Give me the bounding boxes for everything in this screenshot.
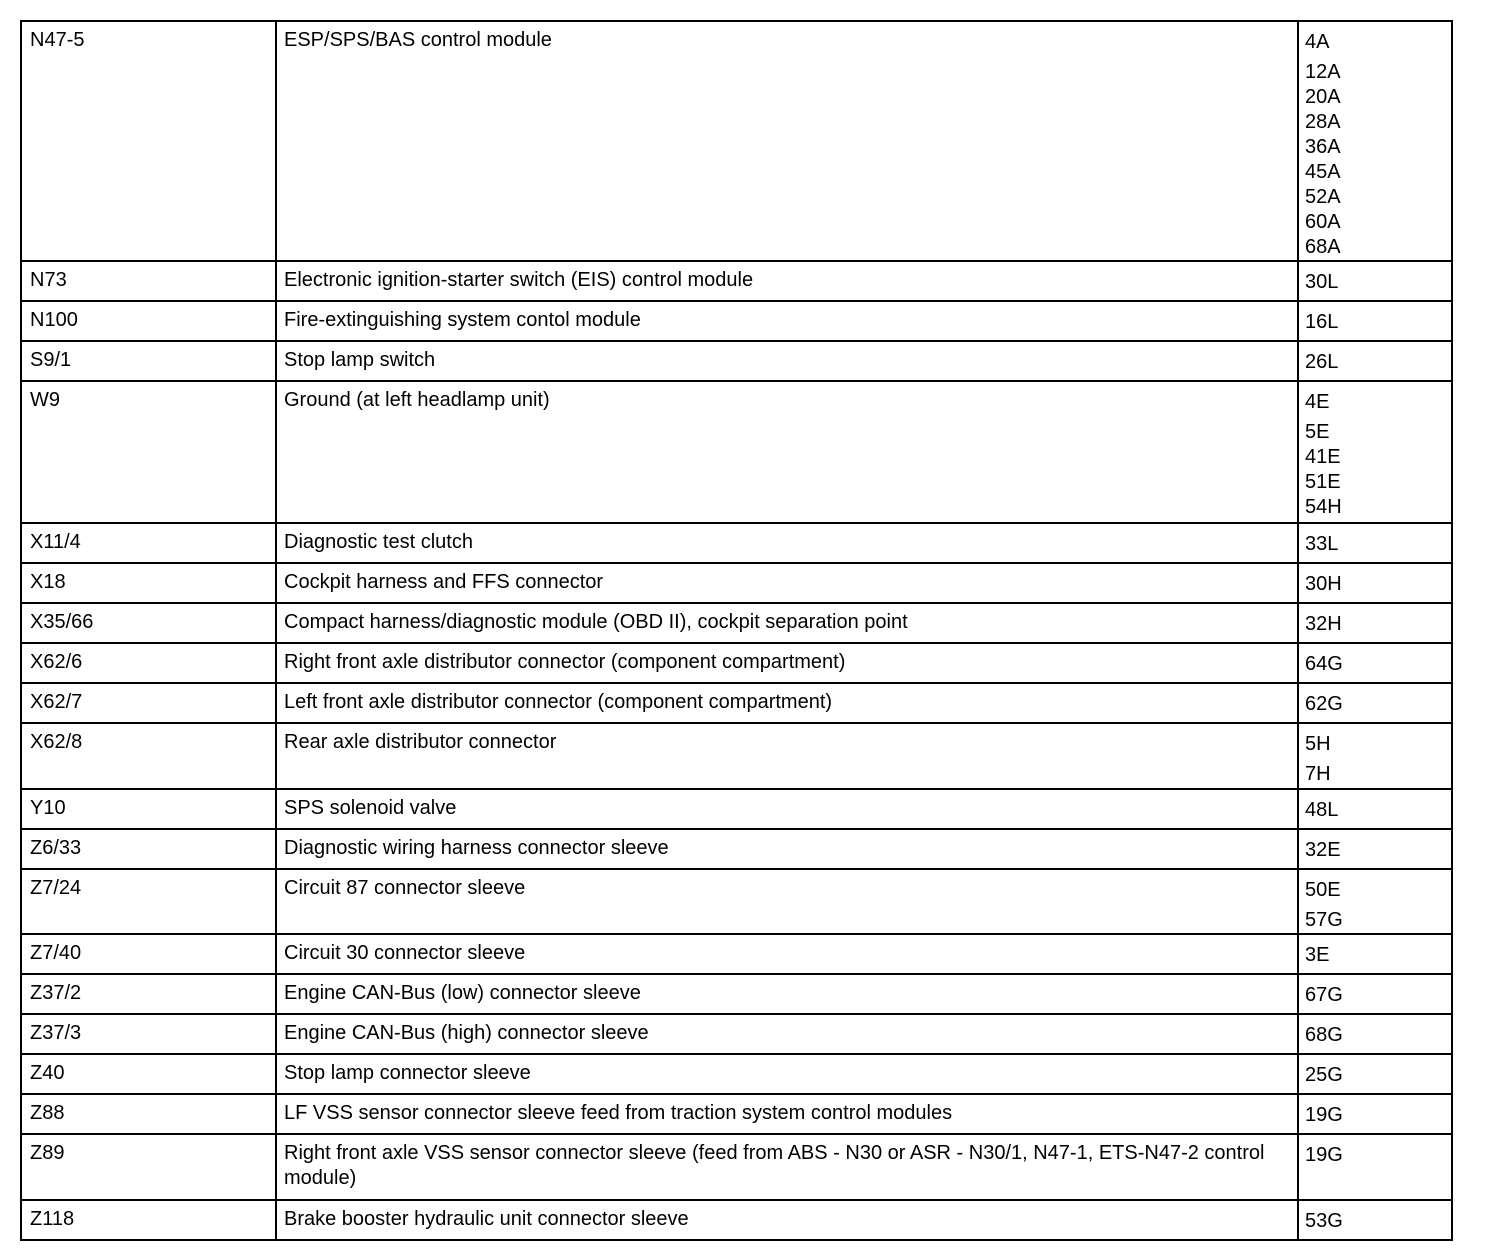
grid-location-list [1305,1095,1451,1128]
grid-location-list [1305,342,1451,375]
grid-location-cell [1298,683,1452,723]
grid-location-list [1305,975,1451,1008]
table-row [21,829,1452,869]
component-description: Circuit 30 connector sleeve [284,942,526,964]
grid-location: 30L [1305,271,1339,293]
table-row [21,934,1452,974]
grid-location-list [1305,1201,1451,1234]
table-row [21,869,1452,934]
component-code: Z37/2 [30,982,82,1004]
component-code-cell [21,1200,276,1240]
grid-location-list [1305,524,1451,557]
table-row [21,1054,1452,1094]
grid-location: 60A [1305,211,1341,233]
grid-location: 30H [1305,573,1342,595]
component-description-cell [276,1014,1298,1054]
grid-location-list [1305,790,1451,823]
grid-location-cell [1298,789,1452,829]
component-code-cell [21,1054,276,1094]
component-description: Rear axle distributor connector [284,731,557,753]
grid-location-cell [1298,603,1452,643]
component-description: Cockpit harness and FFS connector [284,571,604,593]
table-row [21,789,1452,829]
grid-location: 26L [1305,351,1339,373]
grid-location-list [1305,1015,1451,1048]
component-description-cell [276,723,1298,789]
grid-location-list [1305,1135,1451,1168]
grid-location: 64G [1305,653,1343,675]
grid-location-cell [1298,341,1452,381]
component-code: Z7/40 [30,942,82,964]
grid-location-list [1305,382,1451,520]
component-code: X18 [30,571,66,593]
grid-location-cell [1298,1014,1452,1054]
component-code-cell [21,1014,276,1054]
component-description-cell [276,341,1298,381]
component-description-cell [276,934,1298,974]
grid-location-list [1305,830,1451,863]
grid-location: 62G [1305,693,1343,715]
table-row [21,261,1452,301]
table-row [21,723,1452,789]
grid-location: 19G [1305,1144,1343,1166]
grid-location: 5H [1305,733,1331,755]
table-row [21,1134,1452,1200]
component-description: Brake booster hydraulic unit connector sleeve [284,1208,689,1230]
component-code-cell [21,1094,276,1134]
grid-location-cell [1298,1134,1452,1200]
table-row [21,301,1452,341]
grid-location-cell [1298,934,1452,974]
table-row [21,974,1452,1014]
component-description-cell [276,974,1298,1014]
grid-location-list [1305,262,1451,295]
component-code: Z6/33 [30,837,82,859]
component-description-cell [276,1200,1298,1240]
component-description-cell [276,643,1298,683]
table-row [21,1200,1452,1240]
component-code-cell [21,723,276,789]
component-code: Z88 [30,1102,65,1124]
grid-location-list [1305,604,1451,637]
component-description: Right front axle VSS sensor connector sleeve (feed from ABS - N30 or ASR - N30/1, N47-1, ETS-N47-2 control module) [284,1142,1265,1189]
component-code-cell [21,1134,276,1200]
grid-location: 67G [1305,984,1343,1006]
grid-location: 41E [1305,446,1341,468]
component-description: Compact harness/diagnostic module (OBD II), cockpit separation point [284,611,908,633]
component-description: Stop lamp switch [284,349,436,371]
component-description: Engine CAN-Bus (low) connector sleeve [284,982,641,1004]
component-description-cell [276,261,1298,301]
component-code: X62/7 [30,691,83,713]
table-row [21,683,1452,723]
grid-location-cell [1298,21,1452,261]
component-code: S9/1 [30,349,72,371]
component-description-cell [276,1094,1298,1134]
component-code-cell [21,341,276,381]
grid-location: 48L [1305,799,1339,821]
grid-location-cell [1298,1054,1452,1094]
grid-location-cell [1298,723,1452,789]
component-code-cell [21,603,276,643]
component-code: Z7/24 [30,877,82,899]
grid-location-cell [1298,1200,1452,1240]
component-description: Right front axle distributor connector (component compartment) [284,651,846,673]
component-description: Diagnostic test clutch [284,531,473,553]
table-row [21,381,1452,523]
grid-location-cell [1298,974,1452,1014]
component-description-cell [276,1134,1298,1200]
component-code-cell [21,523,276,563]
component-code-cell [21,789,276,829]
grid-location: 25G [1305,1064,1343,1086]
table-row [21,643,1452,683]
component-description: Electronic ignition-starter switch (EIS) control module [284,269,754,291]
component-description-cell [276,301,1298,341]
component-description: Ground (at left headlamp unit) [284,389,550,411]
component-code: Y10 [30,797,66,819]
grid-location: 68G [1305,1024,1343,1046]
table-row [21,563,1452,603]
grid-location-cell [1298,523,1452,563]
component-description-cell [276,789,1298,829]
component-description: Diagnostic wiring harness connector sleeve [284,837,669,859]
component-code-cell [21,301,276,341]
component-code-cell [21,934,276,974]
grid-location-cell [1298,643,1452,683]
grid-location-cell [1298,563,1452,603]
component-code: X11/4 [30,531,81,553]
component-code-cell [21,683,276,723]
grid-location-cell [1298,869,1452,934]
table-row [21,341,1452,381]
grid-location: 28A [1305,111,1341,133]
table-row [21,523,1452,563]
component-code-cell [21,563,276,603]
grid-location: 68A [1305,236,1341,258]
component-code-cell [21,643,276,683]
component-description: SPS solenoid valve [284,797,457,819]
component-description: LF VSS sensor connector sleeve feed from traction system control modules [284,1102,953,1124]
component-code: X62/6 [30,651,83,673]
component-description-cell [276,869,1298,934]
component-location-table [20,20,1453,1241]
component-code-cell [21,974,276,1014]
component-description-cell [276,21,1298,261]
table-row [21,1094,1452,1134]
component-code: Z40 [30,1062,65,1084]
grid-location: 19G [1305,1104,1343,1126]
grid-location-list [1305,564,1451,597]
component-description: Left front axle distributor connector (component compartment) [284,691,833,713]
table-row [21,21,1452,261]
component-description-cell [276,603,1298,643]
grid-location: 16L [1305,311,1339,333]
grid-location-list [1305,935,1451,968]
component-description: Stop lamp connector sleeve [284,1062,531,1084]
component-description-cell [276,523,1298,563]
grid-location: 3E [1305,944,1330,966]
grid-location-cell [1298,1094,1452,1134]
table-row [21,1014,1452,1054]
component-code-cell [21,261,276,301]
component-description: Engine CAN-Bus (high) connector sleeve [284,1022,649,1044]
grid-location: 32H [1305,613,1342,635]
grid-location: 12A [1305,61,1341,83]
grid-location-list [1305,684,1451,717]
component-description: ESP/SPS/BAS control module [284,29,552,51]
component-description: Circuit 87 connector sleeve [284,877,526,899]
component-description: Fire-extinguishing system contol module [284,309,641,331]
grid-location-cell [1298,829,1452,869]
component-description-cell [276,683,1298,723]
component-description-cell [276,1054,1298,1094]
grid-location-cell [1298,301,1452,341]
grid-location-cell [1298,381,1452,523]
grid-location: 36A [1305,136,1341,158]
grid-location: 45A [1305,161,1341,183]
component-description-cell [276,563,1298,603]
table-body [21,21,1452,1240]
grid-location: 7H [1305,763,1331,785]
component-code: N100 [30,309,78,331]
grid-location: 53G [1305,1210,1343,1232]
component-description-cell [276,381,1298,523]
grid-location-list [1305,724,1451,787]
grid-location: 20A [1305,86,1341,108]
component-code-cell [21,381,276,523]
grid-location: 52A [1305,186,1341,208]
grid-location-list [1305,302,1451,335]
component-code: X35/66 [30,611,94,633]
grid-location-list [1305,22,1451,260]
grid-location: 57G [1305,909,1343,931]
grid-location: 4A [1305,31,1330,53]
grid-location-list [1305,870,1451,933]
component-code-cell [21,829,276,869]
grid-location: 51E [1305,471,1341,493]
component-code: W9 [30,389,60,411]
grid-location-list [1305,1055,1451,1088]
grid-location: 4E [1305,391,1330,413]
component-code: Z118 [30,1208,75,1230]
table-row [21,603,1452,643]
grid-location: 32E [1305,839,1341,861]
grid-location-cell [1298,261,1452,301]
component-code: X62/8 [30,731,83,753]
component-code-cell [21,869,276,934]
grid-location: 54H [1305,496,1342,518]
grid-location-list [1305,644,1451,677]
component-code: Z37/3 [30,1022,82,1044]
grid-location: 33L [1305,533,1339,555]
component-code: N47-5 [30,29,85,51]
component-code: Z89 [30,1142,65,1164]
grid-location: 50E [1305,879,1341,901]
component-code-cell [21,21,276,261]
grid-location: 5E [1305,421,1330,443]
component-description-cell [276,829,1298,869]
component-code: N73 [30,269,67,291]
